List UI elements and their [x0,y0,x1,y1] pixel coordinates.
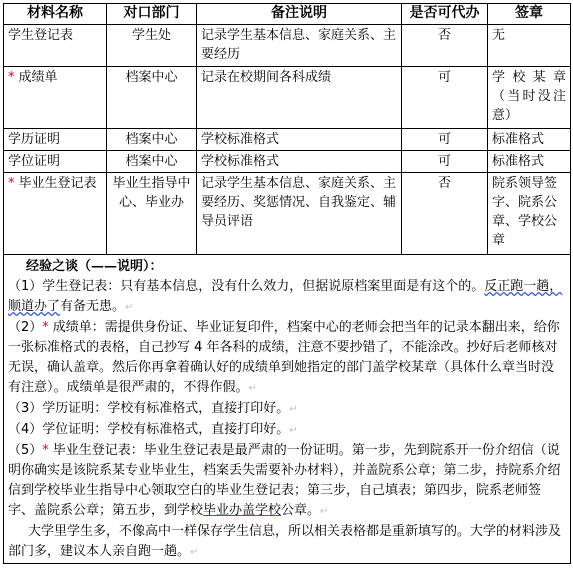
note-3: （3）学历证明：学校有标准格式，直接打印好。↵ [8,401,298,416]
materials-table [3,3,571,564]
cell-name: * 成绩单 [4,67,107,129]
cell-proxy: 否 [402,25,488,67]
notes-heading: 经验之谈（——说明）： [26,259,163,274]
notes-row [4,255,571,564]
cell-note: 学校标准格式 [197,151,402,173]
cell-dept: 档案中心 [107,129,197,151]
cell-note: 记录学生基本信息、家庭关系、主要经历、奖惩情况、自我鉴定、辅导员评语 [197,173,402,255]
header-note: 备注说明 [197,4,402,25]
cell-note: 记录在校期间各科成绩 [197,67,402,129]
cell-seal: 院系领导签字、院系公章、学校公章 [488,173,571,255]
cell-dept: 学生处 [107,25,197,67]
header-name: 材料名称 [4,4,107,25]
cell-proxy: 可 [402,67,488,129]
table-row [4,67,571,129]
table-row [4,129,571,151]
cell-name: 学历证明 [4,129,107,151]
cell-proxy: 可 [402,151,488,173]
header-dept: 对口部门 [107,4,197,25]
note-5: （5）* 毕业生登记表：毕业生登记表是最严肃的一份证明。第一步，先到院系开一份介绍信（说明你确实是该院系某专业毕业生，档案丢失需要补办材料），并盖院系公章；第二步，持院系介绍信到学校毕业生指导中心领取空白的毕业生登记表；第三步，自己填表；第四步，院系老师签字、盖院系公章；第五步，到学校毕业办盖学校公章。↵ [8,443,561,518]
note-6: 大学里学生多，不像高中一样保存学生信息，所以相关表格都是重新填写的。大学的材料涉及部门多，建议本人亲自跑一趟。↵ [8,524,562,559]
cell-seal: 标准格式 [488,151,571,173]
cell-name: 学位证明 [4,151,107,173]
cell-note: 记录学生基本信息、家庭关系、主要经历 [197,25,402,67]
note-2: （2）* 成绩单：需提供身份证、毕业证复印件，档案中心的老师会把当年的记录本翻出来，给你一张标准格式的表格，自己抄写 4 年各科的成绩，注意不要抄错了，不能涂改。抄好后老师核对无误，确认盖章。然后你再拿着确认好的成绩单到她指定的部门盖学校某章（具体什么章当时没有注意）。成绩单是很严肃的，不得作假。↵ [8,320,560,395]
note-1: （1）学生登记表：只有基本信息，没有什么效力，但据说原档案里面是有这个的。反正跑一趟，顺道办了有备无患。↵ [8,279,563,314]
required-star: * [42,443,49,458]
required-star: * [8,176,15,191]
notes-cell [4,255,571,564]
cell-seal: 标准格式 [488,129,571,151]
note-4: （4）学位证明：学校有标准格式，直接打印好。↵ [8,422,298,437]
cell-seal: 学校某章（当时没注意） [488,67,571,129]
cell-dept: 档案中心 [107,67,197,129]
header-proxy: 是否可代办 [402,4,488,25]
table-row [4,25,571,67]
table-row [4,151,571,173]
cell-dept: 毕业生指导中心、毕业办 [107,173,197,255]
header-row [4,4,571,25]
cell-proxy: 可 [402,129,488,151]
header-seal: 签章 [488,4,571,25]
required-star: * [42,320,49,335]
cell-name: 学生登记表 [4,25,107,67]
required-star: * [8,70,15,85]
cell-note: 学校标准格式 [197,129,402,151]
cell-seal: 无 [488,25,571,67]
cell-name: * 毕业生登记表 [4,173,107,255]
cell-dept: 档案中心 [107,151,197,173]
cell-proxy: 否 [402,173,488,255]
table-row [4,173,571,255]
